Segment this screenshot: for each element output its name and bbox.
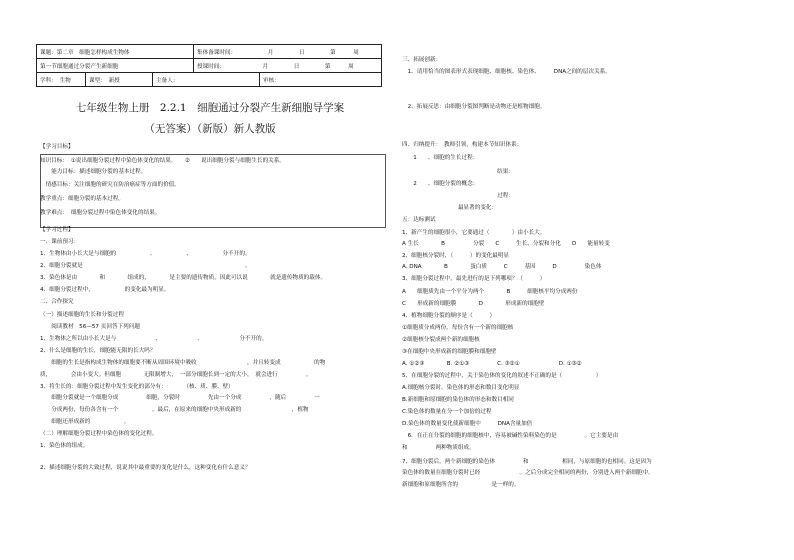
week-no-label: 第: [330, 49, 336, 56]
right-text-line: A. DNA B 蛋白质 C 基因 D 染色体: [402, 264, 602, 270]
subject-cell: 学科： 生物: [37, 73, 86, 86]
right-text-line: 4、植物细胞分裂的顺序是（ ）: [402, 313, 496, 319]
teach-time-cell: [194, 59, 382, 73]
right-text-line: 三、拓展创新：: [402, 57, 442, 63]
month-label: 月: [267, 49, 274, 56]
left-text-line: （一）描述细胞的生长和分裂过程: [40, 312, 124, 318]
left-text-line: 细胞的生长是指构成生物体的细胞要不断从周围环境中吸收 ，并且转变成 的物: [40, 360, 326, 366]
left-text-line: （二）理解细胞分裂过程中染色体的变化过程。: [40, 431, 158, 437]
topic-cell: 课题：第二章 细胞怎样构成生物体: [37, 45, 194, 59]
left-text-line: 知识目标： ①说出细胞分裂过程中染色体变化的结果。 ② 说出细胞分裂与细胞生长的关系。: [40, 158, 285, 164]
left-text-line: 1、染色体的组成。: [40, 443, 89, 449]
right-text-line: 过程：: [402, 193, 514, 199]
lesson-type-cell: 课型： 新授: [86, 73, 153, 86]
right-text-line: 和 两种物质组成。: [402, 445, 475, 451]
month-label: 月: [262, 63, 269, 70]
left-text-line: 2、什么是细胞的生长，细胞能无限的长大吗？: [40, 348, 156, 354]
right-text-line: 五：达标测试: [402, 217, 436, 223]
right-text-line: 1、新产生的细胞很小，它要通过（ ）由小长大。: [402, 230, 546, 236]
header-row: [37, 45, 382, 59]
left-text-line: 2、描述细胞分裂的大致过程，说说其中最重要的变化是什么，这种变化有什么意义？: [40, 465, 251, 471]
left-text-line: 2、细胞分裂就是 。: [40, 263, 251, 269]
left-text-line: 阅读教材 56—57 页回答下列问题: [40, 324, 140, 330]
left-text-line: 细胞分裂就是一个细胞分成 细胞，分裂时 先由一个分成 ，随后 一: [40, 395, 320, 401]
right-text-line: 5、在细胞分裂的过程中，关于染色体的变化的叙述不正确的是（ ）: [402, 373, 602, 379]
right-text-line: 7、细胞分裂后，两个新细胞的染色体 和 相同，与原细胞的也相同。这是因为: [402, 459, 652, 465]
right-text-line: A.细胞核分裂时，染色体的形态和数目变化明显: [402, 385, 520, 391]
left-text-line: 教学难点： 细胞分裂过程中染色体变化的结果。: [40, 210, 161, 216]
right-text-line: 6．在正在分裂的细胞的细胞核中，容易被碱性染料染色的是 。它主要是由: [402, 433, 635, 439]
group-time-cell: [194, 45, 382, 59]
right-text-line: C.染色体的数量在分一个加倍的过程: [402, 409, 492, 415]
day-label: 日: [293, 63, 300, 70]
right-text-line: 2、拓展反思：由细胞分裂图判断是动物还是植物细胞。: [402, 104, 546, 110]
lesson-header-table: [36, 44, 382, 87]
left-text-line: 能力目标：描述细胞分裂的基本过程。: [40, 169, 147, 175]
right-text-line: 结果：: [402, 169, 514, 175]
teach-time-label: 授课时间：: [197, 63, 225, 70]
left-text-line: 【学习目标】: [40, 144, 74, 150]
right-text-line: 2 、细胞分裂的概念：: [402, 181, 479, 187]
header-row: [37, 73, 382, 87]
meta-cell: [37, 73, 382, 87]
document-title: 七年级生物上册 2.2.1 细胞通过分裂产生新细胞导学案: [75, 102, 345, 114]
right-text-line: C 形成新的细胞膜 D 形成新的细胞壁: [402, 301, 545, 307]
meta-table: [37, 73, 381, 86]
week-label: 周: [348, 63, 354, 70]
right-text-line: ③在细胞中央形成新的细胞膜和细胞壁: [402, 349, 497, 355]
right-text-line: ①细胞质分成两份，每份含有一个新的细胞核: [402, 325, 514, 331]
lead-teacher-cell: 主备人：: [153, 73, 260, 86]
right-text-line: A 细胞质先由一个平分为两个 B 细胞核平均分成两份: [402, 289, 578, 295]
right-text-line: B.新细胞和原细胞的染色体的形态和数目相同: [402, 397, 514, 403]
right-text-line: 2、细胞核分裂时，（ ）的变化最明显: [402, 253, 510, 259]
right-text-line: A. ①②③ B. ②①③ C. ③②① D. ①③②: [402, 361, 582, 367]
right-text-line: ②细胞核分裂成两个新的细胞核: [402, 337, 480, 343]
week-label: 周: [353, 49, 359, 56]
section-cell: 第一节细胞通过分裂产生新细胞: [37, 59, 194, 73]
left-text-line: 分成两份，每份各含有一个 。最后，在原来的细胞中央形成新的 ，植物: [40, 407, 309, 413]
right-text-line: 1 、细胞的生长过程：: [402, 155, 479, 161]
header-row: [37, 59, 382, 73]
group-time-label: 集体备课时间：: [197, 49, 237, 56]
left-text-line: 【学习过程】: [40, 227, 74, 233]
right-text-line: 3、细胞分裂过程中，最先进行的是下列哪项？（ ）: [402, 276, 546, 282]
left-text-line: 4、细胞分裂过程中， 的变化最为明显。: [40, 287, 170, 293]
left-text-line: 教学重点：细胞分裂的基本过程。: [40, 196, 124, 202]
left-text-line: 3、将生长的：细胞分裂过程中发生变化的部分有： （核、质、膜、壁）: [40, 384, 234, 390]
right-text-line: A 生长 B 分裂 C 生长、分裂和分化 D 能量转变: [402, 241, 610, 247]
document-subtitle: （无答案）（新版）新人教版: [144, 123, 276, 135]
left-text-line: 1、生物体之所以由小长大是与 、 、 分不开的。: [40, 336, 268, 342]
right-text-line: 四、归纳提升： 教师引领，构建本节知识体系：: [402, 142, 523, 148]
left-text-line: 3、染色体是由 和 组成的， 是主要的遗传物质，因此可以说 就是遗传物质的载体。: [40, 275, 327, 281]
day-label: 日: [298, 49, 305, 56]
right-text-line: 最显著的变化：: [402, 205, 498, 211]
left-text-line: 二、合作探究: [40, 299, 74, 305]
left-text-line: 1、生物体由小长大是与细胞的 、 、 分不开的。: [40, 251, 251, 257]
left-text-line: 质， 会由小变大。但细胞 无限制增大， 一部分细胞长到一定的大小， 就会进行 。: [40, 372, 312, 378]
right-text-line: 新细胞和原细胞所含的 是一样的。: [402, 482, 520, 488]
right-text-line: 1、请用恰当的图表形式表现细胞、细胞核、染色体、 DNA之间的层次关系。: [402, 69, 611, 75]
left-text-line: 情感目标：关注细胞的研究在防治癌症等方面的价值。: [40, 182, 180, 188]
week-no-label: 第: [324, 63, 331, 70]
reviewer-cell: 审核：: [263, 77, 280, 84]
left-text-line: 一、课前预习：: [40, 239, 80, 245]
right-text-line: D.染色体的数量变化使新细胞中 DNA含量加倍: [402, 421, 533, 427]
left-text-line: 细胞还形成新的 。: [40, 419, 130, 425]
right-text-line: 染色体的数量在细胞分裂时已经 。之后分成完全相同的两份，分别进入两个新细胞中。: [402, 470, 654, 476]
